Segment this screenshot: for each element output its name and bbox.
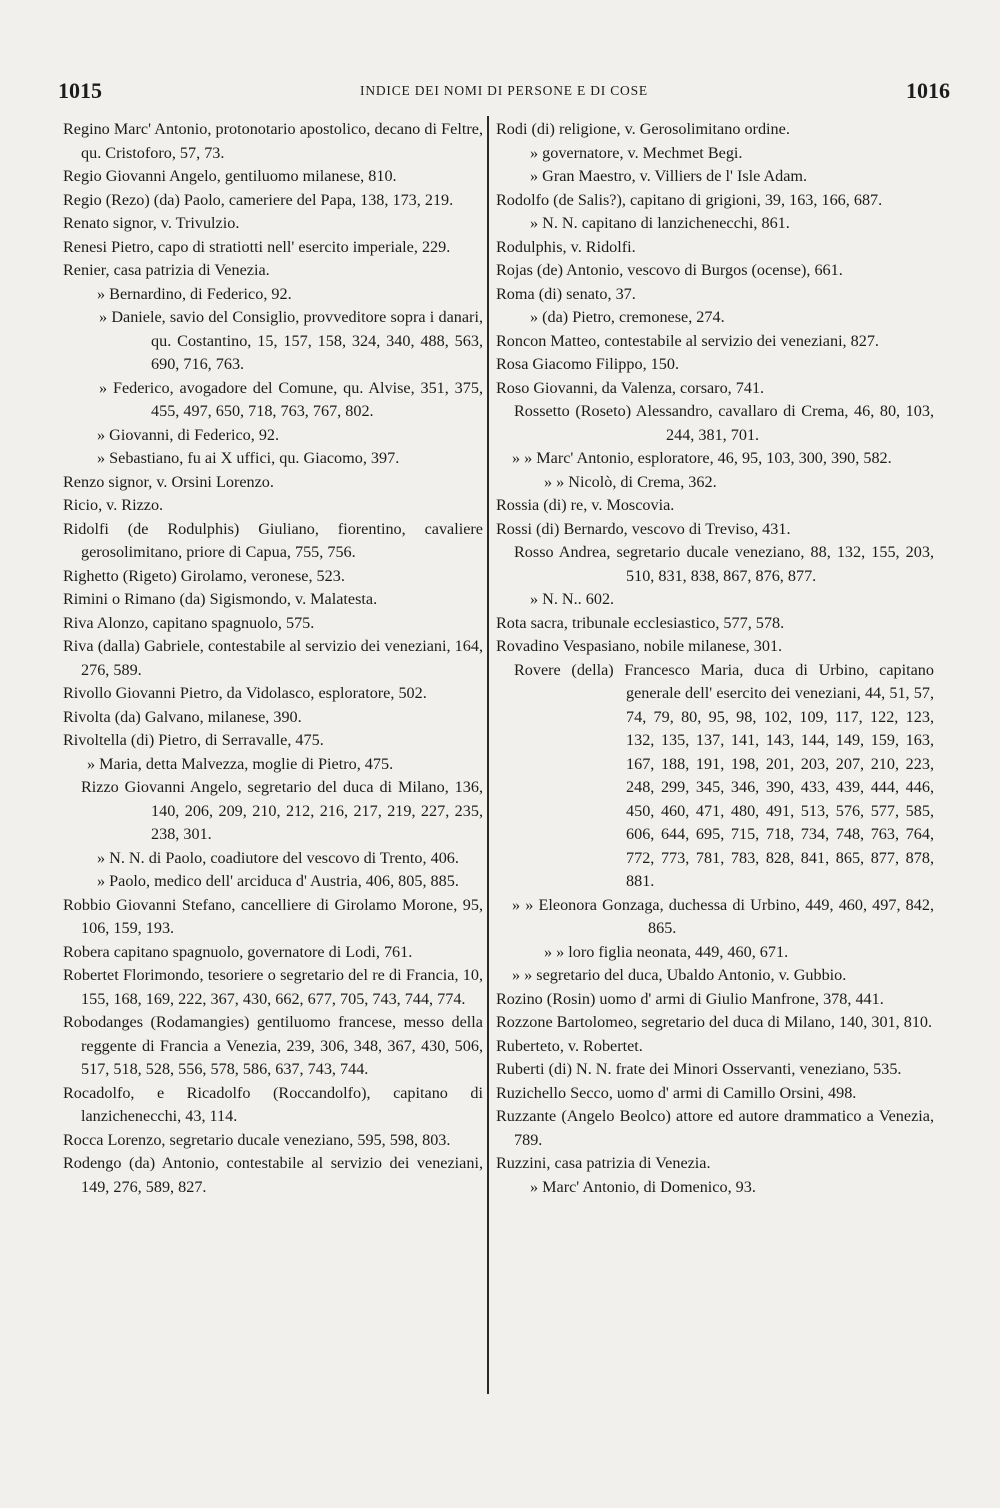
index-entry: Ricio, v. Rizzo. (63, 496, 164, 514)
index-entry: Rocca Lorenzo, segretario ducale veneziano, 595, 598, 803. (63, 1130, 451, 1149)
index-entry: Rossi (di) Bernardo, vescovo di Treviso, 431. (496, 519, 791, 538)
index-entry: Rota sacra, tribunale ecclesiastico, 577, 578. (496, 613, 785, 632)
index-entry: » Bernardino, di Federico, 92. (97, 284, 292, 303)
index-entry: » Paolo, medico dell' arciduca d' Austria, 406, 805, 885. (97, 872, 459, 890)
index-entry: » » Nicolò, di Crema, 362. (544, 472, 717, 491)
right-column (496, 118, 934, 1199)
index-entry: Rodulphis, v. Ridolfi. (496, 237, 636, 256)
index-entry: » N. N. capitano di lanzichenecchi, 861. (530, 214, 790, 232)
index-entry: Regio Giovanni Angelo, gentiluomo milanese, 810. (63, 167, 397, 185)
index-entry: Robera capitano spagnuolo, governatore di Lodi, 761. (63, 942, 413, 961)
index-entry: Renzo signor, v. Orsini Lorenzo. (63, 472, 274, 491)
page-number-right: 1016 (906, 78, 950, 103)
left-column (63, 118, 483, 1199)
index-entry: Ruzzini, casa patrizia di Venezia. (496, 1154, 711, 1172)
index-entry: Renier, casa patrizia di Venezia. (63, 261, 270, 279)
index-entry: Riva Alonzo, capitano spagnuolo, 575. (63, 613, 315, 632)
index-entry: » Daniele, savio del Consiglio, provveditore sopra i danari, qu. Costantino, 15, 157, 158, 324, 340, 488, 563, 690, 716, 763. (99, 308, 483, 373)
index-entry: Rimini o Rimano (da) Sigismondo, v. Malatesta. (63, 590, 378, 608)
index-entry: » Maria, detta Malvezza, moglie di Pietro, 475. (87, 754, 394, 773)
index-entry: Robodanges (Rodamangies) gentiluomo francese, messo della reggente di Francia a Venezia, 239, 306, 348, 367, 430, 506, 517, 518, 528, 556, 578, 586, 637, 743, 744. (63, 1013, 483, 1078)
index-entry: Rivoltella (di) Pietro, di Serravalle, 475. (63, 731, 324, 749)
index-entry: Robertet Florimondo, tesoriere o segretario del re di Francia, 10, 155, 168, 169, 222, 367, 430, 662, 677, 705, 743, 744, 774. (63, 966, 483, 1008)
index-entry: Rossetto (Roseto) Alessandro, cavallaro di Crema, 46, 80, 103, 244, 381, 701. (514, 402, 934, 444)
index-entry: » Gran Maestro, v. Villiers de l' Isle Adam. (530, 167, 808, 185)
running-title: INDICE DEI NOMI DI PERSONE E DI COSE (360, 83, 648, 98)
index-entry: Rovadino Vespasiano, nobile milanese, 301. (496, 637, 783, 655)
index-entry: Regio (Rezo) (da) Paolo, cameriere del Papa, 138, 173, 219. (63, 190, 454, 209)
index-entry: Ruzzante (Angelo Beolco) attore ed autore drammatico a Venezia, 789. (496, 1107, 934, 1149)
index-entry: » N. N. di Paolo, coadiutore del vescovo di Trento, 406. (97, 848, 459, 867)
index-entry: Rosa Giacomo Filippo, 150. (496, 355, 680, 373)
index-entry: Rivollo Giovanni Pietro, da Vidolasco, esploratore, 502. (63, 684, 427, 702)
index-entry: Robbio Giovanni Stefano, cancelliere di Girolamo Morone, 95, 106, 159, 193. (63, 895, 483, 937)
index-entry: Rozino (Rosin) uomo d' armi di Giulio Manfrone, 378, 441. (496, 989, 884, 1008)
index-entry: Ruberteto, v. Robertet. (496, 1036, 643, 1055)
index-entry: Renesi Pietro, capo di stratiotti nell' esercito imperiale, 229. (63, 237, 451, 256)
index-entry: Roma (di) senato, 37. (496, 284, 636, 303)
index-entry: » Marc' Antonio, di Domenico, 93. (530, 1177, 756, 1196)
index-entry: Ridolfi (de Rodulphis) Giuliano, fiorentino, cavaliere gerosolimitano, priore di Capua, 755, 756. (63, 519, 483, 561)
index-entry: » » Eleonora Gonzaga, duchessa di Urbino, 449, 460, 497, 842, 865. (512, 895, 934, 937)
index-entry: Riva (dalla) Gabriele, contestabile al servizio dei veneziani, 164, 276, 589. (63, 637, 483, 679)
column-divider (487, 116, 489, 1394)
index-entry: » » Marc' Antonio, esploratore, 46, 95, 103, 300, 390, 582. (512, 449, 892, 467)
index-entry: » Giovanni, di Federico, 92. (97, 425, 280, 444)
index-entry: » governatore, v. Mechmet Begi. (530, 143, 743, 162)
index-entry: Rivolta (da) Galvano, milanese, 390. (63, 707, 302, 726)
index-entry: Rovere (della) Francesco Maria, duca di Urbino, capitano generale dell' esercito dei veneziani, 44, 51, 57, 74, 79, 80, 95, 98, 102, 109, 117, 122, 123, 132, 135, 137, 141, 143, 144, 149, 159, 163, 167, 188, 191, 198, 201, 203, 207, 210, 223, 248, 299, 345, 346, 390, 433, 439, 444, 446, 450, 460, 471, 480, 491, 513, 576, 577, 585, 606, 644, 695, 715, 718, 734, 748, 763, 764, 772, 773, 781, 783, 828, 841, 865, 877, 878, 881. (514, 660, 934, 890)
index-entry: Rodi (di) religione, v. Gerosolimitano ordine. (496, 120, 790, 138)
index-entry: Rossia (di) re, v. Moscovia. (496, 496, 675, 514)
index-entry: » (da) Pietro, cremonese, 274. (530, 308, 725, 326)
index-entry: » Federico, avogadore del Comune, qu. Alvise, 351, 375, 455, 497, 650, 718, 763, 767, 802. (99, 378, 483, 420)
index-entry: Regino Marc' Antonio, protonotario apostolico, decano di Feltre, qu. Cristoforo, 57, 73. (63, 120, 483, 162)
index-entry: Rodolfo (de Salis?), capitano di grigioni, 39, 163, 166, 687. (496, 190, 883, 209)
index-entry: » » segretario del duca, Ubaldo Antonio, v. Gubbio. (512, 966, 847, 984)
index-entry: Rizzo Giovanni Angelo, segretario del duca di Milano, 136, 140, 206, 209, 210, 212, 216, 217, 219, 227, 235, 238, 301. (81, 778, 483, 843)
index-entry: Rocadolfo, e Ricadolfo (Roccandolfo), capitano di lanzichenecchi, 43, 114. (63, 1083, 483, 1125)
index-entry: Rozzone Bartolomeo, segretario del duca di Milano, 140, 301, 810. (496, 1013, 933, 1031)
index-entry: Roso Giovanni, da Valenza, corsaro, 741. (496, 378, 765, 397)
index-entry: » Sebastiano, fu ai X uffici, qu. Giacomo, 397. (97, 449, 400, 467)
page-number-left: 1015 (58, 78, 102, 103)
index-entry: » N. N.. 602. (530, 590, 615, 608)
index-entry: » » loro figlia neonata, 449, 460, 671. (544, 942, 789, 961)
page-header (58, 78, 950, 108)
index-entry: Rojas (de) Antonio, vescovo di Burgos (ocense), 661. (496, 261, 843, 279)
index-entry: Rodengo (da) Antonio, contestabile al servizio dei veneziani, 149, 276, 589, 827. (63, 1154, 483, 1196)
index-entry: Renato signor, v. Trivulzio. (63, 214, 240, 232)
index-entry: Ruzichello Secco, uomo d' armi di Camillo Orsini, 498. (496, 1083, 857, 1102)
index-entry: Rosso Andrea, segretario ducale veneziano, 88, 132, 155, 203, 510, 831, 838, 867, 876, 877. (514, 543, 934, 585)
index-entry: Roncon Matteo, contestabile al servizio dei veneziani, 827. (496, 331, 879, 350)
index-entry: Righetto (Rigeto) Girolamo, veronese, 523. (63, 566, 345, 585)
index-entry: Ruberti (di) N. N. frate dei Minori Osservanti, veneziano, 535. (496, 1060, 902, 1078)
